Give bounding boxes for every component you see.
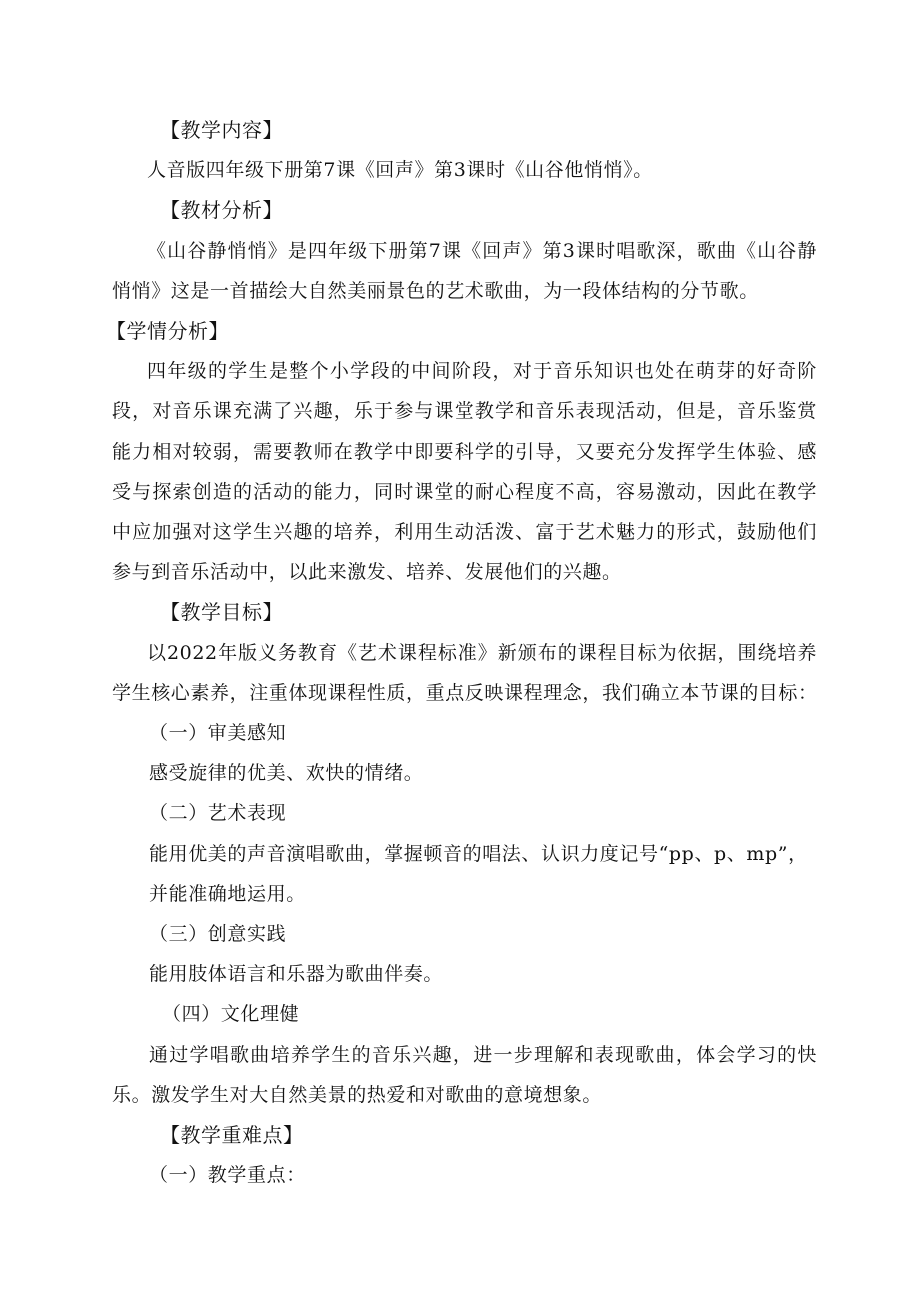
- section-heading-teaching-goals: 【教学目标】: [160, 600, 283, 624]
- goal-item-text-culture-1: 通过学唱歌曲培养学生的音乐兴趣，进一步理解和表现歌曲，体会学习的快: [149, 1044, 817, 1066]
- teaching-content-text: 人音版四年级下册第7课《回声》第3课时《山谷他悄悄》。: [147, 159, 653, 181]
- goal-item-text-practice: 能用肢体语言和乐器为歌曲伴奏。: [149, 963, 444, 985]
- material-analysis-line-1: 《山谷静悄悄》是四年级下册第7课《回声》第3课时唱歌深，歌曲《山谷静: [147, 240, 817, 262]
- student-analysis-line-2: 段，对音乐课充满了兴趣，乐于参与课堂教学和音乐表现活动，但是，音乐鉴赏: [112, 400, 817, 422]
- student-analysis-line-1: 四年级的学生是整个小学段的中间阶段，对于音乐知识也处在萌芽的好奇阶: [147, 360, 817, 382]
- section-heading-key-points: 【教学重难点】: [160, 1123, 304, 1147]
- material-analysis-line-2: 悄悄》这是一首描绘大自然美丽景色的艺术歌曲，为一段体结构的分节歌。: [112, 280, 759, 302]
- teaching-goals-intro-line-2: 学生核心素养，注重体现课程性质，重点反映课程理念，我们确立本节课的目标：: [112, 682, 818, 704]
- student-analysis-line-6: 参与到音乐活动中，以此来激发、培养、发展他们的兴趣。: [112, 561, 622, 583]
- student-analysis-line-5: 中应加强对这学生兴趣的培养，利用生动活泼、富于艺术魅力的形式，鼓励他们: [112, 521, 817, 543]
- goal-item-title-expression: （二）艺术表现: [149, 802, 287, 824]
- key-points-subheading: （一）教学重点：: [149, 1164, 306, 1186]
- goal-item-text-aesthetic: 感受旋律的优美、欢快的情绪。: [149, 762, 424, 784]
- goal-item-text-expression-2: 并能准确地运用。: [149, 883, 306, 905]
- goal-item-text-expression-1: 能用优美的声音演唱歌曲，掌握顿音的唱法、认识力度记号“pp、p、mp”，: [149, 843, 808, 865]
- goal-item-title-culture: （四）文化理健: [162, 1003, 300, 1025]
- teaching-goals-intro-line-1: 以2022年版义务教育《艺术课程标准》新颁布的课程目标为依据，围绕培养: [147, 642, 817, 664]
- goal-item-text-culture-2: 乐。激发学生对大自然美景的热爱和对歌曲的意境想象。: [112, 1084, 603, 1106]
- section-heading-student-analysis: 【学情分析】: [106, 319, 229, 343]
- section-heading-teaching-content: 【教学内容】: [160, 118, 283, 142]
- goal-item-title-practice: （三）创意实践: [149, 923, 287, 945]
- section-heading-material-analysis: 【教材分析】: [160, 198, 283, 222]
- goal-item-title-aesthetic: （一）审美感知: [149, 722, 287, 744]
- student-analysis-line-3: 能力相对较弱，需要教师在教学中即要科学的引导，又要充分发挥学生体验、感: [112, 441, 817, 463]
- student-analysis-line-4: 受与探索创造的活动的能力，同时课堂的耐心程度不高，容易激动，因此在教学: [112, 481, 817, 503]
